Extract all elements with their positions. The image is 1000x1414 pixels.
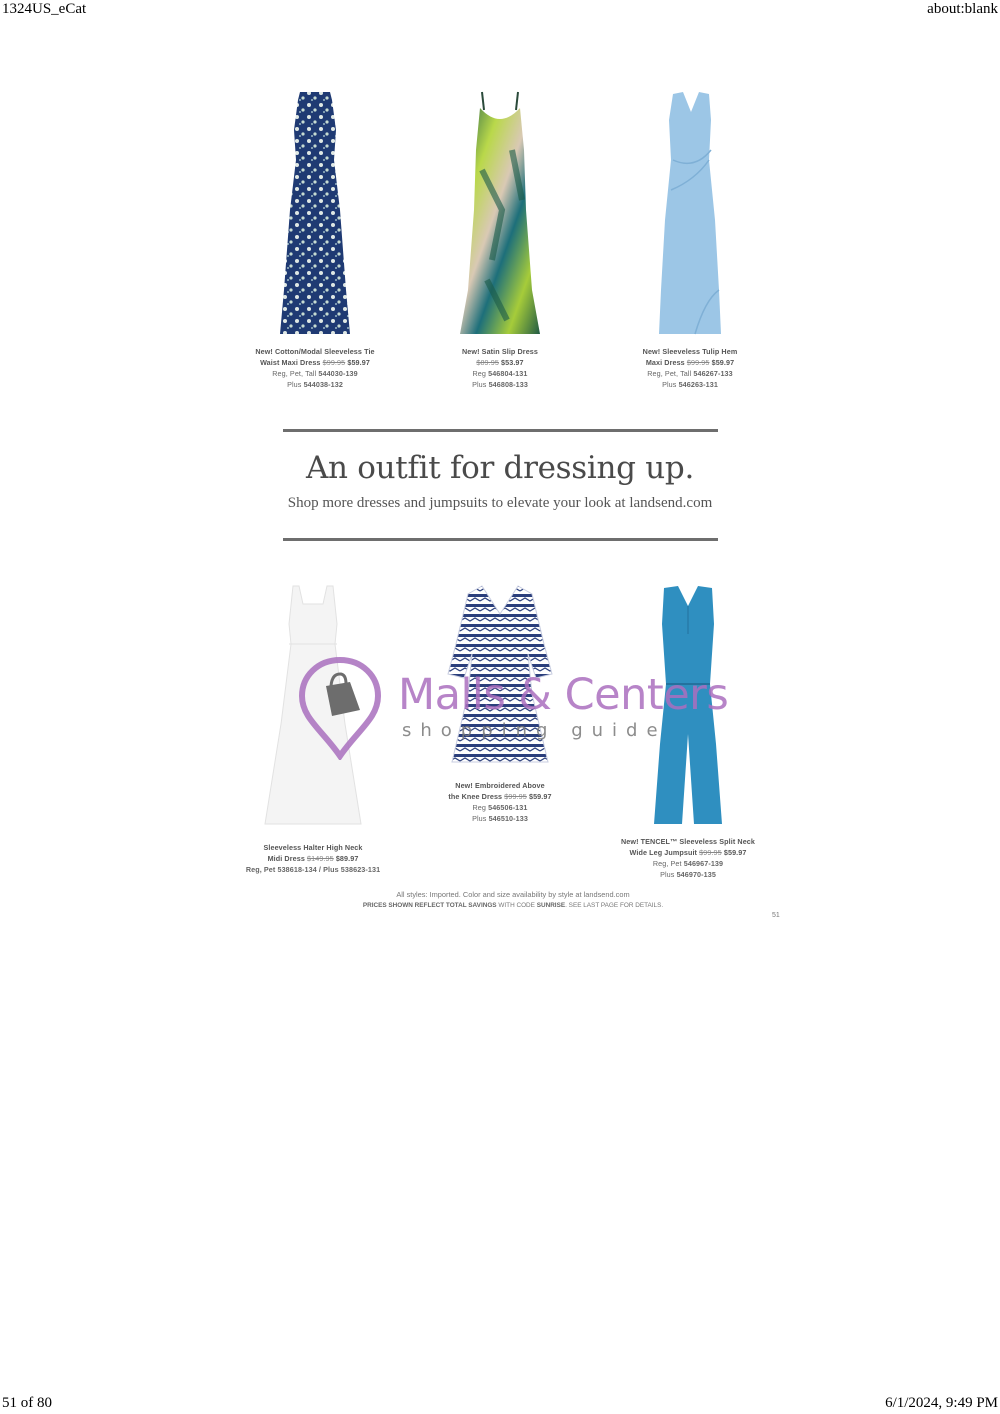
sale-price: $59.97 bbox=[723, 848, 747, 857]
floral-maxi-dress-image bbox=[270, 90, 360, 338]
sku: 546970-135 bbox=[676, 870, 716, 879]
sku: 544030-139 bbox=[318, 369, 358, 378]
product-card[interactable] bbox=[228, 584, 398, 875]
catalog-page-number: 51 bbox=[772, 912, 780, 919]
original-price: $99.95 bbox=[686, 358, 710, 367]
section-headline: An outfit for dressing up. bbox=[305, 450, 695, 486]
product-caption: Sleeveless Halter High Neck Midi Dress $149.95 $89.97 Reg, Pet 538618-134 / Plus 538623-131 bbox=[228, 842, 398, 875]
product-card[interactable] bbox=[415, 90, 585, 390]
original-price: $99.95 bbox=[504, 792, 527, 801]
sku: 546967-139 bbox=[683, 859, 724, 868]
sku: 544038-132 bbox=[303, 380, 343, 389]
product-caption: New! TENCEL™ Sleeveless Split Neck Wide Leg Jumpsuit $99.95 $59.97 Reg, Pet 546967-139 Plus 546970-135 bbox=[620, 837, 756, 879]
section-subline: Shop more dresses and jumpsuits to elevate your look at landsend.com bbox=[287, 495, 713, 511]
disclaimer-line-1: All styles: Imported. Color and size availability by style at landsend.com bbox=[396, 890, 630, 899]
product-card[interactable] bbox=[603, 584, 773, 880]
tulip-hem-maxi-dress-image bbox=[645, 90, 735, 338]
halter-midi-dress-image bbox=[253, 584, 373, 828]
print-footer bbox=[0, 1394, 1000, 1414]
sale-price: $59.97 bbox=[347, 358, 370, 367]
embroidered-dress-image bbox=[440, 584, 560, 766]
original-price: $149.95 bbox=[307, 854, 334, 863]
sku: 546808-133 bbox=[488, 380, 528, 389]
sku: 546267-133 bbox=[693, 369, 733, 378]
satin-slip-dress-image bbox=[452, 90, 548, 338]
sale-price: $59.97 bbox=[711, 358, 735, 367]
watermark-title: Malls & Centers bbox=[398, 670, 729, 720]
original-price: $99.95 bbox=[322, 358, 346, 367]
page-counter: 51 of 80 bbox=[2, 1395, 52, 1411]
print-header bbox=[0, 0, 1000, 20]
divider-top bbox=[283, 429, 718, 432]
sale-price: $59.97 bbox=[528, 792, 552, 801]
product-caption: New! Satin Slip Dress $89.95 $53.97 Reg 546804-131 Plus 546808-133 bbox=[462, 347, 538, 389]
product-caption: New! Sleeveless Tulip Hem Maxi Dress $99.95 $59.97 Reg, Pet, Tall 546267-133 Plus 546263-131 bbox=[642, 347, 738, 389]
sale-price: $53.97 bbox=[501, 358, 524, 367]
product-card[interactable] bbox=[230, 90, 400, 390]
sku-line: Reg, Pet 538618-134 / Plus 538623-131 bbox=[245, 865, 381, 874]
sku: 546263-131 bbox=[678, 380, 718, 389]
product-card[interactable] bbox=[415, 584, 585, 824]
watermark-subtitle: shopping guide bbox=[402, 720, 667, 741]
sku: 546506-131 bbox=[488, 803, 528, 812]
sale-price: $89.97 bbox=[335, 854, 359, 863]
sku: 546804-131 bbox=[488, 369, 528, 378]
product-caption: New! Embroidered Above the Knee Dress $99.95 $59.97 Reg 546506-131 Plus 546510-133 bbox=[448, 781, 552, 823]
document-url: about:blank bbox=[927, 1, 998, 17]
original-price: $99.95 bbox=[699, 848, 722, 857]
disclaimer-line-2: PRICES SHOWN REFLECT TOTAL SAVINGS WITH CODE SUNRISE. SEE LAST PAGE FOR DETAILS. bbox=[362, 902, 664, 909]
product-caption: New! Cotton/Modal Sleeveless Tie Waist Maxi Dress $99.95 $59.97 Reg, Pet, Tall 544030-139 Plus 544038-132 bbox=[255, 347, 375, 389]
original-price: $89.95 bbox=[476, 358, 499, 367]
divider-bottom bbox=[283, 538, 718, 541]
sku: 546510-133 bbox=[488, 814, 528, 823]
wide-leg-jumpsuit-image bbox=[648, 584, 728, 828]
document-title: 1324US_eCat bbox=[2, 1, 87, 17]
product-card[interactable] bbox=[605, 90, 775, 390]
print-timestamp: 6/1/2024, 9:49 PM bbox=[885, 1395, 998, 1411]
